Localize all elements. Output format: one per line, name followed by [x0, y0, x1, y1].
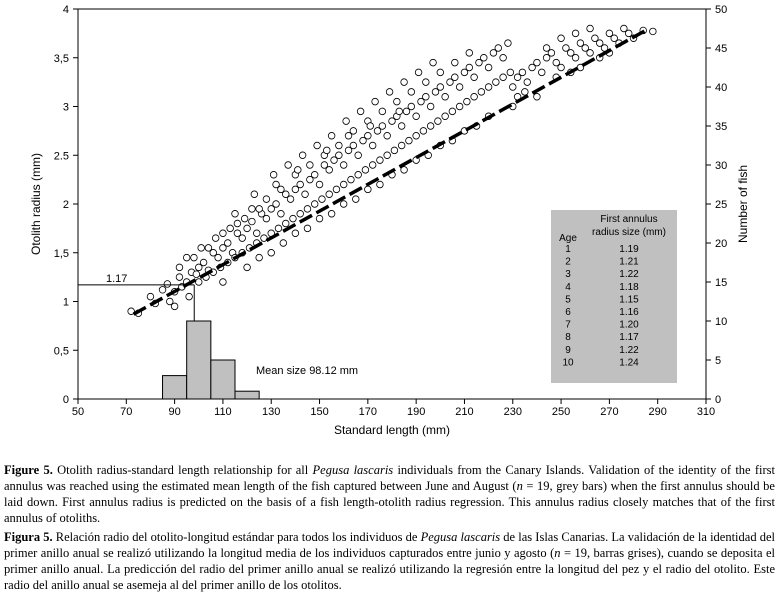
scatter-point [193, 271, 200, 278]
y-right-tick-label: 30 [715, 160, 728, 172]
scatter-point [406, 137, 413, 144]
y-left-tick-label: 4 [62, 4, 69, 16]
scatter-point [519, 69, 526, 76]
scatter-point [357, 108, 364, 115]
scatter-point [171, 303, 178, 310]
scatter-point [384, 132, 391, 139]
scatter-point [558, 35, 565, 42]
histogram-bar-1 [163, 376, 187, 399]
scatter-point [369, 162, 376, 169]
x-tick-label: 310 [696, 406, 716, 418]
annotation-radius-label: 1.17 [106, 272, 128, 285]
caption-spanish [4, 529, 775, 593]
x-tick-label: 290 [648, 406, 667, 418]
scatter-point [509, 84, 516, 91]
histogram-mean-label: Mean size 98.12 mm [256, 365, 359, 377]
scatter-point [328, 210, 335, 217]
x-axis-title: Standard length (mm) [333, 423, 451, 437]
x-tick-label: 230 [503, 406, 522, 418]
scatter-point [198, 245, 205, 252]
scatter-point [239, 235, 246, 242]
y-left-tick-label: 2 [62, 199, 69, 211]
scatter-point [543, 45, 550, 52]
scatter-point [386, 89, 393, 96]
scatter-point [326, 167, 333, 174]
scatter-point [336, 142, 343, 149]
table-header-age: Age [559, 233, 577, 244]
scatter-point [297, 181, 304, 188]
table-cell-age: 6 [565, 307, 571, 318]
scatter-point [408, 103, 415, 110]
scatter-point [355, 152, 362, 159]
y-right-axis-title: Number of fish [736, 164, 750, 244]
caption-english [4, 462, 775, 526]
scatter-point [333, 186, 340, 193]
scatter-point [314, 142, 321, 149]
scatter-point [398, 123, 405, 130]
scatter-point [176, 274, 183, 281]
scatter-point [200, 259, 207, 266]
scatter-point [534, 59, 541, 66]
scatter-point [186, 293, 193, 300]
scatter-point [572, 54, 579, 61]
scatter-point [292, 230, 299, 237]
x-axis-ticks [72, 399, 715, 418]
caption-en-text-1: Otolith radius-standard length relationship for all [52, 463, 313, 477]
scatter-point [505, 40, 512, 47]
scatter-point [232, 210, 239, 217]
scatter-point [159, 287, 166, 294]
x-tick-label: 150 [310, 406, 329, 418]
scatter-point [384, 152, 391, 159]
scatter-point [500, 74, 507, 81]
scatter-point [423, 79, 430, 86]
scatter-point [478, 89, 485, 96]
x-tick-label: 110 [214, 406, 232, 418]
scatter-point [437, 69, 444, 76]
scatter-point [234, 220, 241, 227]
scatter-point [394, 98, 401, 105]
y-right-tick-label: 10 [715, 316, 728, 328]
scatter-point [263, 215, 270, 222]
y-left-tick-label: 2.5 [53, 150, 69, 163]
table-cell-radius: 1.19 [619, 244, 639, 255]
scatter-point [227, 225, 234, 232]
scatter-point [524, 79, 531, 86]
scatter-point [297, 210, 304, 217]
scatter-point [587, 25, 594, 32]
scatter-point [244, 225, 251, 232]
first-annulus-table [551, 210, 677, 383]
scatter-point [396, 108, 403, 115]
scatter-point [365, 132, 372, 139]
scatter-point [345, 132, 352, 139]
scatter-point [365, 186, 372, 193]
scatter-point [304, 225, 311, 232]
scatter-point [195, 279, 202, 286]
scatter-point [423, 93, 430, 100]
scatter-point [452, 59, 459, 66]
caption-en-species: Pegusa lascaris [312, 463, 394, 477]
scatter-point [500, 54, 507, 61]
scatter-point [336, 152, 343, 159]
scatter-point [282, 220, 289, 227]
scatter-point [256, 206, 263, 213]
scatter-point [290, 215, 297, 222]
scatter-point [343, 118, 350, 125]
x-tick-label: 50 [71, 406, 85, 418]
y-right-ticks [706, 4, 727, 406]
table-header-radius-1: First annulus [600, 214, 658, 225]
scatter-point [377, 157, 384, 164]
scatter-point [493, 79, 500, 86]
scatter-point [304, 206, 311, 213]
scatter-point [287, 196, 294, 203]
scatter-point [307, 162, 314, 169]
scatter-point [275, 225, 282, 232]
table-cell-age: 4 [565, 281, 571, 293]
scatter-point [485, 64, 492, 71]
x-tick-label: 250 [551, 406, 571, 418]
scatter-point [176, 264, 183, 271]
table-cell-age: 5 [565, 294, 571, 306]
x-tick-label: 270 [600, 406, 619, 418]
scatter-point [466, 64, 473, 71]
scatter-point [273, 181, 280, 188]
scatter-point [147, 293, 154, 300]
scatter-point [302, 191, 309, 198]
scatter-point [449, 108, 456, 115]
y-right-tick-label: 35 [715, 121, 728, 133]
scatter-point [427, 103, 434, 110]
scatter-point [352, 196, 359, 203]
scatter-point [323, 147, 330, 154]
scatter-point [442, 93, 449, 100]
scatter-point [350, 142, 357, 149]
table-cell-age: 2 [565, 256, 571, 268]
scatter-point [420, 128, 427, 135]
scatter-point [558, 64, 565, 71]
table-header-radius-2: radius size (mm) [592, 227, 666, 238]
scatter-point [456, 84, 463, 91]
scatter-point [253, 230, 260, 237]
scatter-point [427, 123, 434, 130]
scatter-point [326, 191, 333, 198]
scatter-point [212, 235, 219, 242]
scatter-point [538, 69, 545, 76]
y-left-tick-label: 0 [62, 394, 69, 406]
y-right-tick-label: 50 [715, 4, 728, 16]
scatter-point [437, 84, 444, 91]
caption-es-text-2: de las Islas Canarias. La validación de la identidad del primer anillo anual se realizó utilizando la longitud media de los individuos capturados entre junio y agosto ( [4, 530, 776, 560]
scatter-point [355, 171, 362, 178]
scatter-point [480, 54, 487, 61]
histogram-bars [163, 321, 260, 399]
scatter-point [435, 118, 442, 125]
table-cell-age: 10 [562, 357, 574, 369]
scatter-point [377, 181, 384, 188]
table-cell-radius: 1.21 [619, 256, 639, 268]
table-cell-radius: 1.22 [619, 269, 639, 281]
scatter-point [572, 30, 579, 37]
scatter-point [471, 74, 478, 81]
table-cell-radius: 1.17 [619, 332, 639, 344]
table-cell-radius: 1.15 [619, 294, 639, 306]
scatter-point [241, 215, 248, 222]
scatter-point [273, 201, 280, 208]
caption-es-text-3: = 19, barras grises), cuando se deposita el primer anillo anual. La predicción del radio del primer anillo anual se realizó utilizando la regresión entre la longitud del pez y el radio del otolito. Este radio del anillo anual se asemeja al del primer anillo de los otolitos. [4, 546, 775, 592]
caption-es-label: Figura 5. [4, 530, 53, 544]
scatter-point [408, 89, 415, 96]
histogram-bar-3 [211, 360, 235, 399]
histogram-bar-4 [235, 391, 259, 399]
scatter-point [534, 93, 541, 100]
scatter-point [316, 215, 323, 222]
y-left-axis-title: Otolith radius (mm) [29, 152, 43, 256]
scatter-point [295, 167, 302, 174]
y-right-tick-label: 0 [715, 394, 722, 406]
scatter-point [466, 50, 473, 57]
scatter-point [587, 50, 594, 57]
x-tick-label: 190 [406, 406, 426, 418]
scatter-point [205, 245, 212, 252]
x-tick-label: 70 [120, 406, 133, 418]
scatter-point [340, 181, 347, 188]
scatter-point [249, 218, 256, 225]
y-right-tick-label: 5 [715, 355, 722, 367]
scatter-point [244, 264, 251, 271]
caption-es-text-1: Relación radio del otolito-longitud estándar para todos los individuos de [52, 530, 421, 544]
x-tick-label: 90 [168, 406, 181, 418]
caption-en-label: Figure 5. [4, 463, 53, 477]
table-cell-radius: 1.22 [619, 344, 639, 356]
scatter-point [311, 201, 318, 208]
scatter-point [319, 196, 326, 203]
y-right-tick-label: 20 [715, 238, 728, 250]
caption-es-species: Pegusa lascaris [420, 530, 501, 544]
scatter-point [507, 69, 514, 76]
scatter-point [464, 98, 471, 105]
scatter-point [191, 254, 198, 261]
scatter-point [401, 79, 408, 86]
scatter-point [328, 132, 335, 139]
scatter-point [316, 181, 323, 188]
scatter-point [495, 45, 502, 52]
scatter-point [263, 196, 270, 203]
table-cell-radius: 1.24 [619, 357, 639, 369]
scatter-point [372, 98, 379, 105]
table-cell-age: 1 [565, 244, 571, 255]
scatter-point [261, 235, 268, 242]
y-right-tick-label: 45 [715, 43, 728, 55]
scatter-point [270, 171, 277, 178]
x-tick-label: 210 [455, 406, 474, 418]
x-tick-label: 170 [358, 406, 378, 418]
scatter-point [391, 147, 398, 154]
scatter-point [251, 191, 258, 198]
y-left-tick-label: 0,5 [53, 345, 69, 358]
y-right-tick-label: 40 [715, 82, 728, 94]
table-cell-radius: 1.18 [619, 281, 639, 293]
scatter-point [650, 28, 657, 35]
scatter-point [452, 74, 459, 81]
scatter-point [348, 176, 355, 183]
scatter-point [340, 162, 347, 169]
table-cell-radius: 1.16 [619, 307, 639, 318]
scatter-point [430, 59, 437, 66]
scatter-point [224, 240, 231, 247]
scatter-point [340, 201, 347, 208]
scatter-point [413, 132, 420, 139]
y-right-tick-label: 15 [715, 277, 728, 289]
scatter-point [278, 210, 285, 217]
scatter-point [471, 93, 478, 100]
scatter-point [367, 123, 374, 130]
table-cell-age: 9 [565, 344, 571, 356]
scatter-point [456, 103, 463, 110]
table-cell-age: 3 [565, 269, 571, 281]
table-cell-age: 8 [565, 332, 571, 344]
scatter-point [285, 162, 292, 169]
caption-en-text-3: = 19, grey bars) when the first annulus should be laid down. First annulus radius is predicted on the basis of a fish length-otolith radius regression. This annulus radius closely matches that of the first annulus of otoliths. [4, 479, 775, 525]
y-right-tick-label: 25 [715, 199, 728, 211]
caption-en-n: n [516, 479, 523, 493]
scatter-point [215, 254, 222, 261]
x-tick-label: 130 [262, 406, 281, 418]
caption-es-n: n [554, 546, 561, 560]
y-left-tick-label: 3 [62, 101, 69, 114]
scatter-point [311, 171, 318, 178]
scatter-point [220, 230, 227, 237]
scatter-point [220, 279, 227, 286]
scatter-point [249, 206, 256, 213]
scatter-point [415, 69, 422, 76]
scatter-point [413, 113, 420, 120]
scatter-point [369, 142, 376, 149]
scatter-point [442, 113, 449, 120]
table-cell-radius: 1.20 [619, 319, 639, 331]
scatter-point [256, 254, 263, 261]
y-left-tick-label: 3,5 [53, 52, 69, 65]
histogram-bar-2 [187, 321, 211, 399]
scatter-point [362, 167, 369, 174]
scatter-point [164, 281, 171, 288]
y-left-ticks [54, 4, 78, 406]
y-left-tick-label: 1 [62, 296, 69, 309]
scatter-point [485, 84, 492, 91]
scatter-point [379, 123, 386, 130]
scatter-point [401, 167, 408, 174]
scatter-point [379, 108, 386, 115]
caption-en-text-2: individuals from the Canary Islands. Validation of the identity of the first annulus was reached using the estimated mean length of the fish captured between June and August ( [4, 463, 775, 493]
scatter-point [268, 249, 275, 256]
y-left-tick-label: 1,5 [53, 247, 69, 260]
scatter-point [280, 240, 287, 247]
scatter-point [299, 152, 306, 159]
scatter-point [183, 254, 190, 261]
scatter-point [398, 142, 405, 149]
table-cell-age: 7 [565, 319, 571, 331]
